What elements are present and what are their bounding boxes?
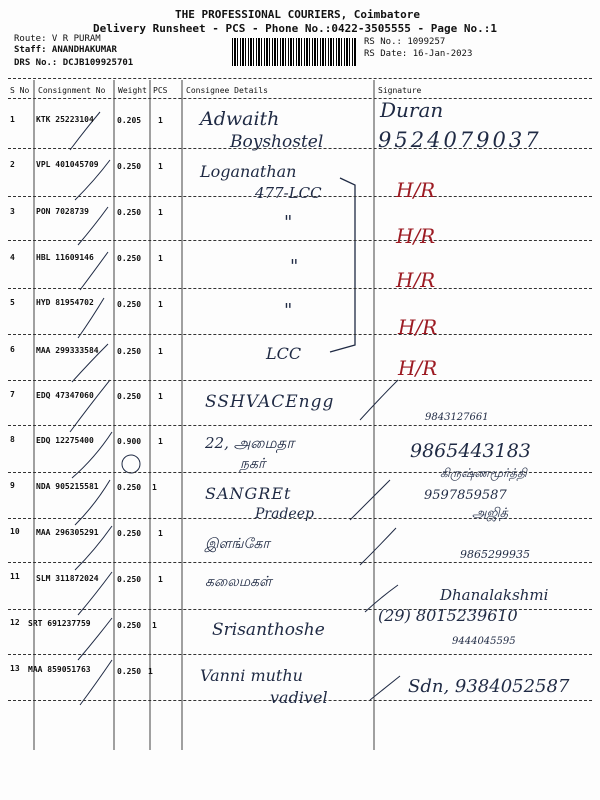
row-consignment: HBL 11609146 bbox=[36, 253, 94, 262]
signature-hr: H/R bbox=[396, 268, 436, 292]
row-weight: 0.250 bbox=[117, 621, 142, 630]
col-signature: Signature bbox=[378, 86, 422, 95]
row-sno: 11 bbox=[10, 572, 20, 581]
signature-hr: H/R bbox=[396, 178, 436, 202]
row-pcs: 1 bbox=[158, 529, 163, 538]
signature-phone: Sdn, 9384052587 bbox=[408, 676, 570, 697]
row-consignment: EDQ 12275400 bbox=[36, 436, 94, 445]
row-sno: 8 bbox=[10, 435, 15, 444]
consignee-handwriting: Vanni muthu bbox=[200, 666, 303, 685]
row-consignment: SRT 691237759 bbox=[28, 619, 91, 628]
row-consignment: EDQ 47347060 bbox=[36, 391, 94, 400]
row-sno: 12 bbox=[10, 618, 20, 627]
row-weight: 0.250 bbox=[117, 529, 142, 538]
rs-number: RS No.: 1099257 bbox=[364, 37, 446, 47]
signature-phone: 9444045595 bbox=[452, 636, 516, 647]
row-sno: 9 bbox=[10, 481, 15, 490]
consignee-handwriting: Adwaith bbox=[200, 108, 280, 130]
signature-phone: 9597859587 bbox=[424, 488, 507, 503]
row-consignment: HYD 81954702 bbox=[36, 298, 94, 307]
row-separator bbox=[8, 288, 592, 289]
consignee-handwriting: கலைமகள் bbox=[205, 574, 272, 590]
signature-phone: 9865299935 bbox=[460, 548, 530, 561]
row-separator bbox=[8, 425, 592, 426]
route-label: Route: V R PURAM bbox=[14, 34, 101, 44]
row-weight: 0.250 bbox=[117, 254, 142, 263]
row-consignment: MAA 296305291 bbox=[36, 528, 99, 537]
row-separator bbox=[8, 334, 592, 335]
row-consignment: VPL 401045709 bbox=[36, 160, 99, 169]
row-pcs: 1 bbox=[158, 208, 163, 217]
signature-handwriting: கிருஷ்ணமூர்த்தி bbox=[440, 466, 527, 480]
runsheet-subtitle: Delivery Runsheet - PCS - Phone No.:0422-3505555 - Page No.:1 bbox=[93, 22, 497, 35]
consignee-handwriting: Loganathan bbox=[200, 162, 297, 181]
consignee-handwriting: LCC bbox=[266, 344, 302, 363]
signature-handwriting: Duran bbox=[380, 98, 444, 122]
row-pcs: 1 bbox=[158, 162, 163, 171]
consignee-handwriting: vadivel bbox=[270, 688, 328, 707]
drs-number: DRS No.: DCJB109925701 bbox=[14, 58, 134, 68]
rs-date: RS Date: 16-Jan-2023 bbox=[364, 49, 473, 59]
col-weight: Weight bbox=[118, 86, 147, 95]
row-weight: 0.250 bbox=[117, 162, 142, 171]
signature-phone: 9865443183 bbox=[410, 440, 531, 462]
consignee-ditto: " bbox=[284, 300, 293, 321]
signature-phone: 9524079037 bbox=[378, 128, 542, 152]
row-weight: 0.250 bbox=[117, 347, 142, 356]
row-pcs: 1 bbox=[152, 621, 157, 630]
consignee-handwriting: இளங்கோ bbox=[205, 536, 270, 552]
signature-hr: H/R bbox=[398, 356, 438, 380]
company-title: THE PROFESSIONAL COURIERS, Coimbatore bbox=[175, 8, 421, 21]
consignee-handwriting: Pradeep bbox=[255, 506, 314, 522]
signature-handwriting: அஜித் bbox=[472, 506, 509, 521]
row-weight: 0.250 bbox=[117, 575, 142, 584]
consignee-handwriting: நகர் bbox=[240, 456, 266, 472]
row-weight: 0.205 bbox=[117, 116, 142, 125]
row-pcs: 1 bbox=[158, 392, 163, 401]
row-consignment: MAA 299333584 bbox=[36, 346, 99, 355]
row-sno: 1 bbox=[10, 115, 15, 124]
row-consignment: SLM 311872024 bbox=[36, 574, 99, 583]
row-weight: 0.250 bbox=[117, 392, 142, 401]
row-consignment: KTK 25223104 bbox=[36, 115, 94, 124]
row-sno: 13 bbox=[10, 664, 20, 673]
row-weight: 0.250 bbox=[117, 667, 142, 676]
signature-phone: 9843127661 bbox=[425, 412, 489, 423]
consignee-handwriting: Srisanthoshe bbox=[212, 620, 325, 640]
row-sno: 4 bbox=[10, 253, 15, 262]
consignee-handwriting: 22, அமைதா bbox=[205, 434, 295, 452]
consignee-ditto: " bbox=[284, 212, 293, 233]
staff-label: Staff: ANANDHAKUMAR bbox=[14, 45, 117, 55]
consignee-handwriting: 477-LCC bbox=[255, 184, 322, 202]
col-pcs: PCS bbox=[153, 86, 168, 95]
row-separator bbox=[8, 654, 592, 655]
row-pcs: 1 bbox=[158, 437, 163, 446]
consignee-handwriting: SANGREt bbox=[205, 484, 292, 503]
signature-handwriting: Dhanalakshmi bbox=[440, 586, 549, 604]
row-pcs: 1 bbox=[158, 300, 163, 309]
row-separator bbox=[8, 380, 592, 381]
row-consignment: PON 7028739 bbox=[36, 207, 89, 216]
row-sno: 2 bbox=[10, 160, 15, 169]
signature-hr: H/R bbox=[396, 224, 436, 248]
row-sno: 10 bbox=[10, 527, 20, 536]
col-sno: S No bbox=[10, 86, 30, 95]
row-sno: 3 bbox=[10, 207, 15, 216]
row-sno: 7 bbox=[10, 390, 15, 399]
row-consignment: NDA 905215581 bbox=[36, 482, 99, 491]
row-weight: 0.900 bbox=[117, 437, 142, 446]
row-sno: 6 bbox=[10, 345, 15, 354]
signature-phone: (29) 8015239610 bbox=[378, 606, 518, 625]
row-weight: 0.250 bbox=[117, 483, 142, 492]
col-consignment: Consignment No bbox=[38, 86, 106, 95]
row-sno: 5 bbox=[10, 298, 15, 307]
consignee-ditto: " bbox=[290, 256, 299, 277]
row-pcs: 1 bbox=[148, 667, 153, 676]
row-weight: 0.250 bbox=[117, 208, 142, 217]
consignee-handwriting: SSHVACEngg bbox=[205, 392, 335, 412]
consignee-handwriting: Boyshostel bbox=[230, 132, 324, 152]
col-consignee: Consignee Details bbox=[186, 86, 268, 95]
row-consignment: MAA 859051763 bbox=[28, 665, 91, 674]
row-separator bbox=[8, 562, 592, 563]
signature-hr: H/R bbox=[398, 315, 438, 339]
row-weight: 0.250 bbox=[117, 300, 142, 309]
row-pcs: 1 bbox=[158, 116, 163, 125]
row-separator bbox=[8, 240, 592, 241]
row-pcs: 1 bbox=[158, 347, 163, 356]
row-pcs: 1 bbox=[158, 254, 163, 263]
row-pcs: 1 bbox=[158, 575, 163, 584]
row-pcs: 1 bbox=[152, 483, 157, 492]
